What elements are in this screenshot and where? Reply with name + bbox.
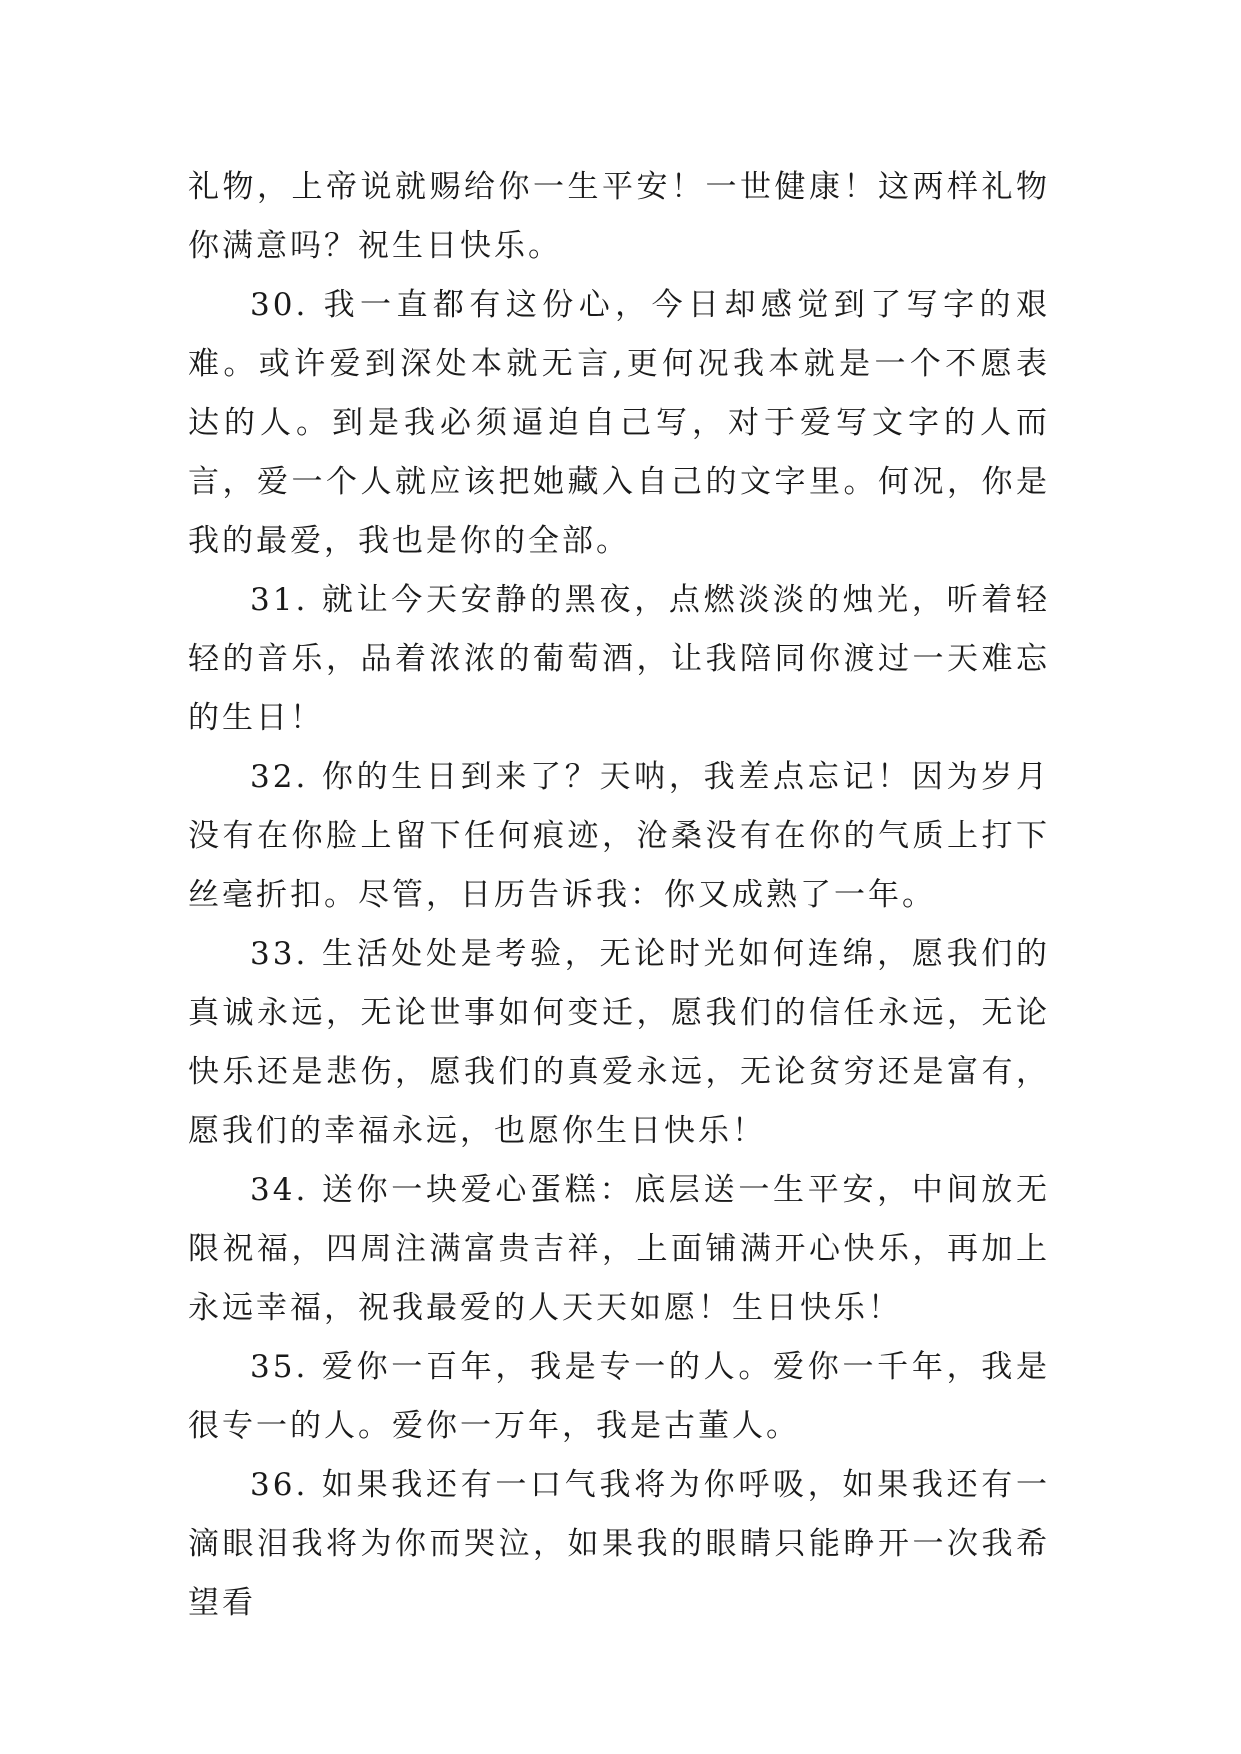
paragraph-item-31: 31. 就让今天安静的黑夜，点燃淡淡的烛光，听着轻轻的音乐，品着浓浓的葡萄酒，让我陪同你渡过一天难忘的生日！ (188, 582, 1050, 736)
paragraph-item-30: 30. 我一直都有这份心，今日却感觉到了写字的艰难。或许爱到深处本就无言,更何况我本就是一个不愿表达的人。到是我必须逼迫自己写，对于爱写文字的人而言，爱一个人就应该把她藏入自己的文字里。何况，你是我的最爱，我也是你的全部。 (188, 287, 1050, 559)
paragraph-item-36: 36. 如果我还有一口气我将为你呼吸，如果我还有一滴眼泪我将为你而哭泣，如果我的眼睛只能睁开一次我希望看 (188, 1467, 1050, 1621)
paragraph-item-35: 35. 爱你一百年，我是专一的人。爱你一千年，我是很专一的人。爱你一万年，我是古董人。 (188, 1349, 1050, 1444)
paragraph-item-32: 32. 你的生日到来了？天呐，我差点忘记！因为岁月没有在你脸上留下任何痕迹，沧桑没有在你的气质上打下丝毫折扣。尽管，日历告诉我：你又成熟了一年。 (188, 759, 1050, 913)
paragraph-continuation: 礼物，上帝说就赐给你一生平安！一世健康！这两样礼物你满意吗？祝生日快乐。 (188, 169, 1050, 264)
paragraph-item-34: 34. 送你一块爱心蛋糕：底层送一生平安，中间放无限祝福，四周注满富贵吉祥，上面铺满开心快乐，再加上永远幸福，祝我最爱的人天天如愿！生日快乐！ (188, 1172, 1050, 1326)
paragraph-item-33: 33. 生活处处是考验，无论时光如何连绵，愿我们的真诚永远，无论世事如何变迁，愿我们的信任永远，无论快乐还是悲伤，愿我们的真爱永远，无论贫穷还是富有，愿我们的幸福永远，也愿你生日快乐！ (188, 936, 1050, 1149)
document-body (188, 158, 1050, 1633)
